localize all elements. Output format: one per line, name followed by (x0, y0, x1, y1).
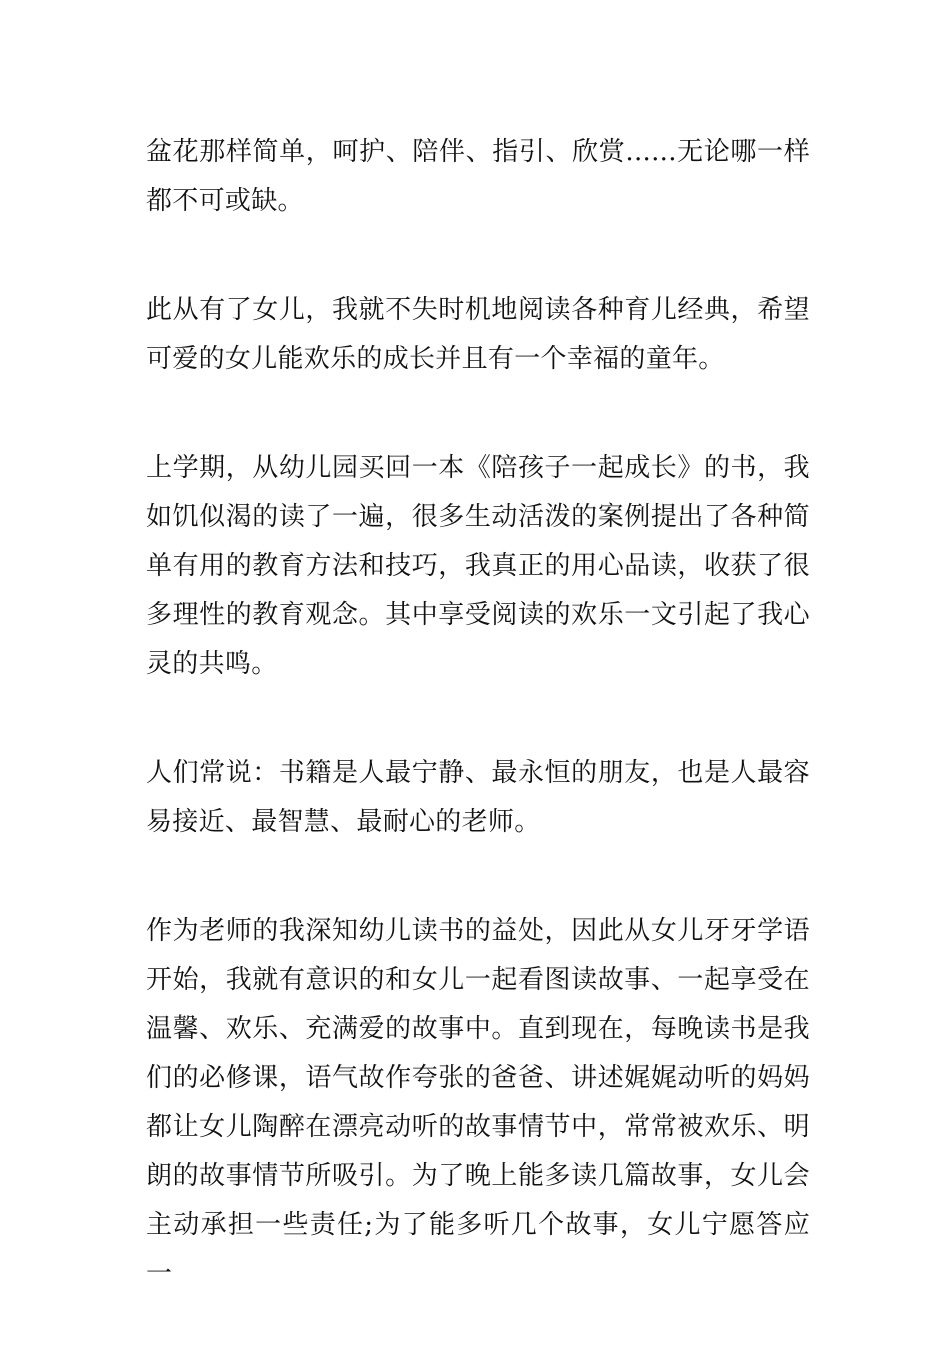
paragraph-3: 上学期，从幼儿园买回一本《陪孩子一起成长》的书，我如饥似渴的读了一遍，很多生动活泼的案例提出了各种简单有用的教育方法和技巧，我真正的用心品读，收获了很多理性的教育观念。其中享受阅读的欢乐一文引起了我心灵的共鸣。 (146, 453, 810, 679)
paragraph-2: 此从有了女儿，我就不失时机地阅读各种育儿经典，希望可爱的女儿能欢乐的成长并且有一个幸福的童年。 (146, 295, 810, 374)
paragraph-4: 人们常说：书籍是人最宁静、最永恒的朋友，也是人最容易接近、最智慧、最耐心的老师。 (146, 758, 810, 837)
paragraph-5: 作为老师的我深知幼儿读书的益处，因此从女儿牙牙学语开始，我就有意识的和女儿一起看图读故事、一起享受在温馨、欢乐、充满爱的故事中。直到现在，每晚读书是我们的必修课，语气故作夸张的爸爸、讲述娓娓动听的妈妈都让女儿陶醉在漂亮动听的故事情节中，常常被欢乐、明朗的故事情节所吸引。为了晚上能多读几篇故事，女儿会主动承担一些责任;为了能多听几个故事，女儿宁愿答应一 (146, 916, 810, 1289)
paragraph-1: 盆花那样简单，呵护、陪伴、指引、欣赏......无论哪一样都不可或缺。 (146, 137, 810, 216)
document-body (146, 128, 810, 1359)
